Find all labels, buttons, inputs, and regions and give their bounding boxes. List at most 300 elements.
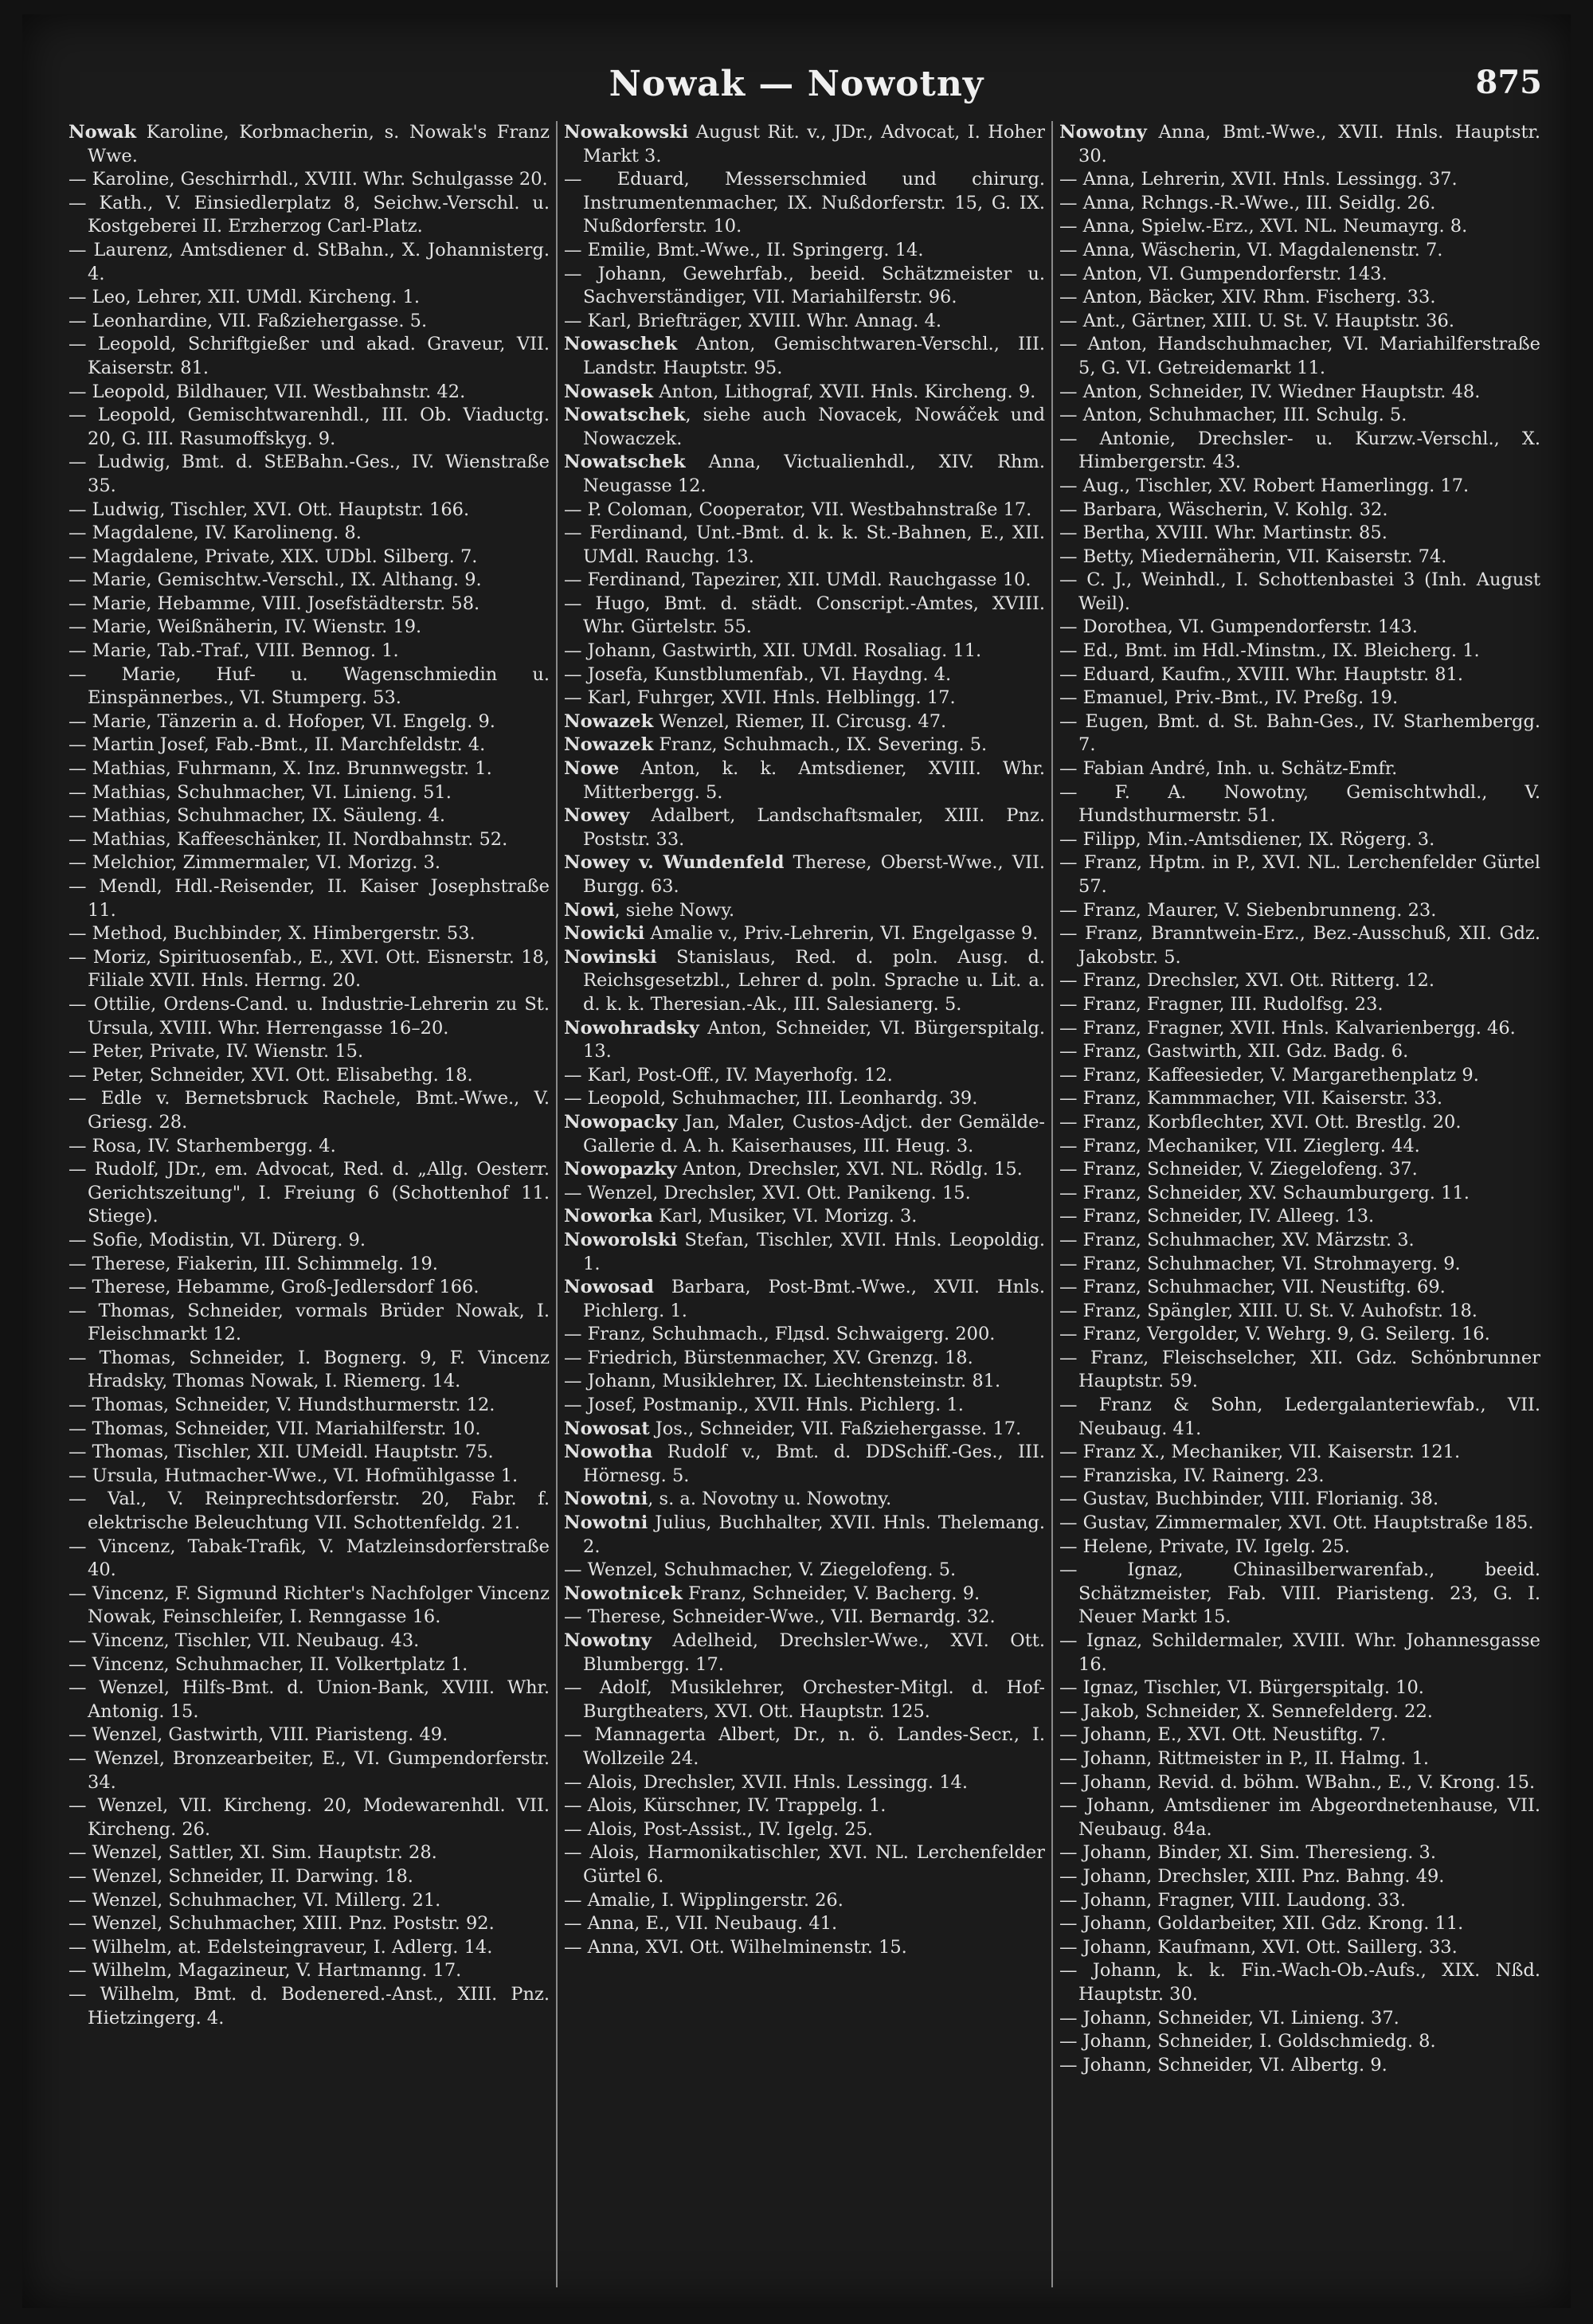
entry-text: August Rit. v., JDr., Advocat, I. Hoher Markt 3. [583,122,1045,166]
entry-text: — Mannagerta Albert, Dr., n. ö. Landes-Secr., I. Wollzeile 24. [564,1724,1045,1769]
entry-text: — Johann, k. k. Fin.-Wach-Ob.-Aufs., XIX. Nßd. Hauptstr. 30. [1059,1960,1540,2005]
directory-entry [564,239,1045,263]
entry-text: — Johann, Fragner, VIII. Laudong. 33. [1059,1889,1406,1911]
entry-text: — Thomas, Schneider, vormals Brüder Nowak, I. Fleischmarkt 12. [68,1300,550,1345]
directory-entry [564,593,1045,640]
directory-entry [68,828,550,852]
entry-surname: Nowotny [564,1630,652,1651]
directory-entry [68,451,550,498]
directory-entry [1059,1087,1540,1111]
directory-entry [68,1300,550,1347]
column-divider [1051,121,1053,2287]
entry-text: — Ignaz, Tischler, VI. Bürgerspitalg. 10. [1059,1677,1424,1699]
directory-entry [1059,1182,1540,1206]
directory-entry [1059,1300,1540,1324]
entry-text: — Franz, Gastwirth, XII. Gdz. Badg. 6. [1059,1041,1409,1062]
directory-entry [68,1676,550,1723]
directory-entry [68,710,550,734]
column-divider [556,121,558,2287]
entry-text: — Marie, Tänzerin a. d. Hofoper, VI. Engelg. 9. [68,710,495,732]
directory-entry [564,663,1045,687]
entry-text: Jan, Maler, Custos-Adjct. der Gemälde-Gallerie d. A. h. Kaiserhauses, III. Heug. 3. [583,1111,1045,1156]
directory-entry [68,239,550,286]
entry-surname: Nowey [564,805,630,827]
entry-text: — Franz, Schuhmach., Flдsd. Schwaigerg. 200. [564,1324,996,1345]
directory-entry [1059,546,1540,569]
directory-entry [68,569,550,593]
directory-entry [1059,1323,1540,1347]
entry-text: — Anna, Rchngs.-R.-Wwe., III. Seidlg. 26. [1059,192,1436,213]
entry-text: — Thomas, Schneider, VII. Mariahilferstr. 10. [68,1418,481,1439]
entry-text: Barbara, Post-Bmt.-Wwe., XVII. Hnls. Pichlerg. 1. [583,1277,1045,1321]
entry-text: — Emanuel, Priv.-Bmt., IV. Preßg. 19. [1059,687,1399,709]
directory-columns [68,121,1542,2287]
entry-text: — Johann, Schneider, I. Goldschmiedg. 8. [1059,2031,1436,2052]
directory-entry [68,546,550,569]
entry-text: — Vincenz, Tischler, VII. Neubaug. 43. [68,1630,420,1651]
entry-text: — Johann, Schneider, VI. Linieng. 37. [1059,2007,1399,2029]
directory-entry [68,1418,550,1442]
directory-entry [68,640,550,663]
directory-entry [564,1229,1045,1276]
directory-entry [68,1064,550,1088]
entry-text: — Gustav, Zimmermaler, XVI. Ott. Hauptstraße 185. [1059,1512,1534,1534]
entry-text: — Leopold, Bildhauer, VII. Westbahnstr. 42. [68,381,466,402]
directory-entry [564,121,1045,168]
directory-entry [68,1135,550,1159]
directory-entry [564,263,1045,310]
entry-text: — Wenzel, Hilfs-Bmt. d. Union-Bank, XVIII. Whr. Antonig. 15. [68,1677,550,1722]
entry-text: — Mendl, Hdl.-Reisender, II. Kaiser Josephstraße 11. [68,876,550,921]
entry-text: — Franz & Sohn, Ledergalanteriewfab., VII. Neubaug. 41. [1059,1395,1540,1439]
directory-entry [564,1676,1045,1723]
directory-entry [564,851,1045,898]
entry-surname: Nowatschek [564,405,686,426]
directory-entry [1059,404,1540,428]
directory-entry [1059,1347,1540,1394]
entry-text: — Marie, Tab.-Traf., VIII. Bennog. 1. [68,640,399,662]
directory-entry [68,616,550,640]
directory-entry [68,663,550,710]
entry-text: — Laurenz, Amtsdiener d. StBahn., X. Johannisterg. 4. [68,239,550,284]
entry-text: — Jakob, Schneider, X. Sennefelderg. 22. [1059,1700,1433,1722]
entry-text: — Vincenz, F. Sigmund Richter's Nachfolger Vincenz Nowak, Feinschleifer, I. Renngasse 16. [68,1583,550,1628]
directory-entry [68,1841,550,1865]
directory-entry [1059,616,1540,640]
entry-text: — Franz, Vergolder, V. Wehrg. 9, G. Seilerg. 16. [1059,1324,1490,1345]
directory-entry [1059,1441,1540,1465]
entry-surname: Nowotni [564,1489,648,1510]
directory-entry [564,1205,1045,1229]
directory-entry [1059,710,1540,757]
directory-entry [564,899,1045,923]
directory-entry [564,381,1045,405]
directory-entry [1059,310,1540,334]
directory-entry [564,1441,1045,1488]
directory-entry [68,1723,550,1747]
directory-entry [68,381,550,405]
entry-text: — Wenzel, Sattler, XI. Sim. Hauptstr. 28. [68,1842,437,1864]
entry-surname: Nowohradsky [564,1017,699,1039]
directory-entry [564,1488,1045,1512]
entry-surname: Nowicki [564,923,645,945]
directory-entry [1059,1865,1540,1889]
directory-entry [1059,922,1540,969]
entry-surname: Nowazek [564,734,654,756]
entry-text: — Gustav, Buchbinder, VIII. Florianig. 38. [1059,1489,1439,1510]
directory-entry [564,1418,1045,1442]
entry-text: — Franz, Branntwein-Erz., Bez.-Ausschuß, XII. Gdz. Jakobstr. 5. [1059,923,1540,968]
directory-entry [1059,215,1540,239]
entry-text: — Magdalene, Private, XIX. UDbl. Silberg. 7. [68,546,478,567]
directory-entry [1059,121,1540,168]
directory-entry [68,1536,550,1583]
entry-text: — P. Coloman, Cooperator, VII. Westbahnstraße 17. [564,499,1032,520]
entry-text: — Johann, Goldarbeiter, XII. Gdz. Krong. 11. [1059,1913,1464,1935]
directory-entry [564,1606,1045,1630]
directory-entry [1059,687,1540,710]
directory-entry [1059,993,1540,1017]
entry-text: — Leo, Lehrer, XII. UMdl. Kircheng. 1. [68,287,421,308]
directory-entry [564,1323,1045,1347]
entry-text: — Thomas, Schneider, V. Hundsthurmerstr. 12. [68,1395,495,1416]
entry-text: — Ignaz, Chinasilberwarenfab., beeid. Schätzmeister, Fab. VIII. Piaristeng. 23, G. I. Neuer Markt 15. [1059,1559,1540,1628]
directory-page [22,14,1571,2308]
directory-entry [68,781,550,805]
directory-entry [68,1983,550,2030]
entry-text: Stanislaus, Red. d. poln. Ausg. d. Reichsgesetzbl., Lehrer d. poln. Sprache u. Lit. a. d. k. k. Theresian.-Ak., III. Salesianerg. 5. [583,946,1045,1015]
directory-entry [68,922,550,946]
entry-text: — Moriz, Spirituosenfab., E., XVI. Ott. Eisnerstr. 18, Filiale XVII. Hnls. Herrng. 20. [68,946,550,992]
entry-text: — Eduard, Kaufm., XVIII. Whr. Hauptstr. 81. [1059,663,1464,685]
entry-text: — Franz, Hptm. in P., XVI. NL. Lerchenfelder Gürtel 57. [1059,852,1540,897]
entry-text: — Wenzel, Schuhmacher, V. Ziegelofeng. 5. [564,1559,957,1581]
running-header: Nowak — Nowotny [609,64,984,104]
entry-text: — Leopold, Gemischtwarenhdl., III. Ob. Viaductg. 20, G. III. Rasumoffskyg. 9. [68,405,550,449]
entry-text: — Mathias, Fuhrmann, X. Inz. Brunnwegstr. 1. [68,758,492,780]
entry-text: — Anton, Handschuhmacher, VI. Mariahilferstraße 5, G. VI. Getreidemarkt 11. [1059,334,1540,378]
entry-text: , s. a. Novotny u. Nowotny. [648,1489,892,1510]
entry-text: — Wenzel, Drechsler, XVI. Ott. Panikeng. 15. [564,1182,971,1203]
entry-text: — Edle v. Bernetsbruck Rachele, Bmt.-Wwe., V. Griesg. 28. [68,1088,550,1133]
entry-text: — Ludwig, Bmt. d. StEBahn.-Ges., IV. Wienstraße 35. [68,452,550,496]
directory-entry [1059,1229,1540,1253]
directory-entry [564,333,1045,380]
directory-entry [68,1465,550,1489]
directory-entry [564,1723,1045,1770]
entry-text: — Franz, Spängler, XIII. U. St. V. Auhofstr. 18. [1059,1300,1478,1321]
directory-entry [564,1017,1045,1064]
directory-entry [564,310,1045,334]
directory-entry [1059,192,1540,216]
entry-text: — Wenzel, VII. Kircheng. 20, Modewarenhdl. VII. Kircheng. 26. [68,1795,550,1840]
entry-text: — Franz, Mechaniker, VII. Zieglerg. 44. [1059,1135,1420,1156]
entry-text: — Anton, Schuhmacher, III. Schulg. 5. [1059,405,1407,426]
entry-text: Stefan, Tischler, XVII. Hnls. Leopoldig. 1. [583,1229,1045,1274]
entry-text: Therese, Oberst-Wwe., VII. Burgg. 63. [583,852,1045,897]
entry-text: — Wenzel, Schuhmacher, VI. Millerg. 21. [68,1889,441,1911]
directory-entry [68,1794,550,1841]
directory-entry [1059,1135,1540,1159]
entry-text: — Eduard, Messerschmied und chirurg. Instrumentenmacher, IX. Nußdorferstr. 15, G. IX. Nußdorferstr. 10. [564,169,1045,237]
directory-entry [564,1583,1045,1606]
directory-entry [1059,263,1540,287]
directory-entry [564,451,1045,498]
directory-entry [68,522,550,546]
entry-surname: Nowasek [564,381,654,402]
directory-entry [1059,522,1540,546]
directory-entry [564,1841,1045,1888]
entry-text: — Mathias, Kaffeeschänker, II. Nordbahnstr. 52. [68,828,508,850]
entry-text: — Adolf, Musiklehrer, Orchester-Mitgl. d. Hof-Burgtheaters, XVI. Ott. Hauptstr. 125. [564,1677,1045,1722]
entry-text: — Alois, Kürschner, IV. Trappelg. 1. [564,1795,887,1817]
entry-text: — Anton, VI. Gumpendorferstr. 143. [1059,263,1388,284]
entry-text: — Fabian André, Inh. u. Schätz-Emfr. [1059,758,1398,780]
directory-entry [1059,1630,1540,1676]
entry-text: — Alois, Drechsler, XVII. Hnls. Lessingg. 14. [564,1771,968,1793]
entry-text: — Karl, Briefträger, XVIII. Whr. Annag. 4. [564,310,942,331]
column-3 [1059,121,1540,2287]
entry-text: — Franz, Fleischselcher, XII. Gdz. Schönbrunner Hauptstr. 59. [1059,1347,1540,1392]
entry-text: — Peter, Private, IV. Wienstr. 15. [68,1041,364,1062]
entry-text: — Anna, Wäscherin, VI. Magdalenenstr. 7. [1059,239,1443,260]
directory-entry [1059,1465,1540,1489]
directory-entry [1059,1488,1540,1512]
directory-entry [564,1158,1045,1182]
directory-entry [1059,757,1540,781]
directory-entry [564,1276,1045,1323]
entry-surname: Nowatschek [564,452,686,473]
directory-entry [564,1818,1045,1842]
directory-entry [1059,499,1540,522]
entry-text: , siehe Nowy. [614,899,735,921]
directory-entry [564,710,1045,734]
directory-entry [564,1630,1045,1676]
directory-entry [1059,1841,1540,1865]
entry-text: — Ludwig, Tischler, XVI. Ott. Hauptstr. 166. [68,499,470,520]
entry-text: — Therese, Hebamme, Groß-Jedlersdorf 166. [68,1277,479,1298]
directory-entry [68,593,550,616]
entry-text: — Vincenz, Schuhmacher, II. Volkertplatz 1. [68,1653,468,1675]
directory-entry [1059,640,1540,663]
entry-text: — Wilhelm, Magazineur, V. Hartmanng. 17. [68,1960,462,1982]
directory-entry [1059,286,1540,310]
entry-surname: Nowazek [564,710,654,732]
entry-text: — Franz, Fragner, XVII. Hnls. Kalvarienbergg. 46. [1059,1017,1516,1039]
entry-surname: Nowak [68,122,137,143]
directory-entry [1059,1276,1540,1300]
directory-entry [68,1912,550,1936]
entry-surname: Noworolski [564,1229,678,1250]
entry-text: — Wenzel, Bronzearbeiter, E., VI. Gumpendorferstr. 34. [68,1747,550,1793]
directory-entry [1059,1559,1540,1630]
directory-entry [68,993,550,1040]
entry-text: — Hugo, Bmt. d. städt. Conscript.-Amtes, XVIII. Whr. Gürtelstr. 55. [564,593,1045,638]
entry-text: — Franz, Schneider, IV. Alleeg. 13. [1059,1206,1375,1227]
entry-surname: Nowotni [564,1512,648,1534]
entry-text: — Johann, Revid. d. böhm. WBahn., E., V. Krong. 15. [1059,1771,1536,1793]
entry-text: — Johann, Gewehrfab., beeid. Schätzmeister u. Sachverständiger, VII. Mariahilferstr. 96. [564,263,1045,308]
entry-text: — Johann, E., XVI. Ott. Neustiftg. 7. [1059,1724,1387,1746]
entry-surname: Nowopacky [564,1111,678,1133]
entry-text: Adalbert, Landschaftsmaler, XIII. Pnz. Poststr. 33. [583,805,1045,850]
entry-text: — Therese, Fiakerin, III. Schimmelg. 19. [68,1253,438,1274]
entry-text: Franz, Schneider, V. Bacherg. 9. [682,1583,980,1604]
directory-entry [1059,2054,1540,2078]
directory-entry [1059,1040,1540,1064]
entry-text: — Johann, Binder, XI. Sim. Theresieng. 3. [1059,1842,1437,1864]
entry-text: Anton, Drechsler, XVI. NL. Rödlg. 15. [676,1159,1023,1180]
entry-text: — Franz X., Mechaniker, VII. Kaiserstr. 121. [1059,1442,1461,1463]
entry-text: — Ignaz, Schildermaler, XVIII. Whr. Johannesgasse 16. [1059,1630,1540,1675]
entry-text: Anton, Lithograf, XVII. Hnls. Kircheng. 9. [653,381,1036,402]
column-1 [68,121,550,2287]
entry-text: — Ed., Bmt. im Hdl.-Minstm., IX. Bleicherg. 1. [1059,640,1480,662]
directory-entry [1059,1205,1540,1229]
entry-surname: Nowaschek [564,334,678,355]
entry-text: — Alois, Harmonikatischler, XVI. NL. Lerchenfelder Gürtel 6. [564,1842,1045,1887]
entry-text: — Friedrich, Bürstenmacher, XV. Grenzg. 18. [564,1347,973,1368]
entry-text: — Johann, Rittmeister in P., II. Halmg. 1. [1059,1747,1429,1769]
directory-entry [1059,2030,1540,2054]
entry-surname: Nowosat [564,1418,650,1439]
directory-entry [1059,828,1540,852]
directory-entry [564,1182,1045,1206]
directory-entry [68,1630,550,1653]
entry-text: — Magdalene, IV. Karolineng. 8. [68,522,362,544]
directory-entry [68,1347,550,1394]
entry-text: — Wenzel, Schuhmacher, XIII. Pnz. Poststr. 92. [68,1913,495,1935]
entry-text: Anton, k. k. Amtsdiener, XVIII. Whr. Mitterbergg. 5. [583,758,1045,803]
directory-entry [1059,1536,1540,1559]
directory-entry [1059,1889,1540,1913]
directory-entry [68,310,550,334]
directory-entry [564,687,1045,710]
entry-surname: Noworka [564,1206,653,1227]
entry-text: — Filipp, Min.-Amtsdiener, IX. Rögerg. 3. [1059,828,1435,850]
page-header [22,64,1571,112]
entry-text: — Emilie, Bmt.-Wwe., II. Springerg. 14. [564,239,924,260]
directory-entry [564,569,1045,593]
directory-entry [1059,1253,1540,1277]
entry-text: — Johann, Schneider, VI. Albertg. 9. [1059,2054,1388,2076]
entry-text: — Johann, Gastwirth, XII. UMdl. Rosaliag. 11. [564,640,982,662]
directory-entry [564,804,1045,851]
entry-text: — C. J., Weinhdl., I. Schottenbastei 3 (Inh. August Weil). [1059,569,1540,614]
directory-entry [68,121,550,168]
entry-text: Anna, Bmt.-Wwe., XVII. Hnls. Hauptstr. 30. [1078,122,1540,166]
entry-text: — Ursula, Hutmacher-Wwe., VI. Hofmühlgasse 1. [68,1465,519,1486]
directory-entry [1059,899,1540,923]
entry-text: — Anna, XVI. Ott. Wilhelminenstr. 15. [564,1936,907,1958]
directory-entry [564,1111,1045,1158]
directory-entry [564,499,1045,522]
entry-text: Wenzel, Riemer, II. Circusg. 47. [653,710,947,732]
directory-entry [564,922,1045,946]
directory-entry [68,1394,550,1418]
entry-text: — Vincenz, Tabak-Trafik, V. Matzleinsdorferstraße 40. [68,1536,550,1581]
entry-text: — Leonhardine, VII. Faßziehergasse. 5. [68,310,428,331]
entry-text: — Rudolf, JDr., em. Advocat, Red. d. „Allg. Oesterr. Gerichtszeitung", I. Freiung 6 (Schottenhof 11. Stiege). [68,1159,550,1227]
entry-surname: Nowotny [1059,122,1147,143]
directory-entry [1059,381,1540,405]
entry-text: — Marie, Gemischtw.-Verschl., IX. Althang. 9. [68,569,482,591]
entry-text: — Josefa, Kunstblumenfab., VI. Haydng. 4. [564,663,952,685]
directory-entry [1059,1158,1540,1182]
directory-entry [1059,569,1540,616]
directory-entry [68,1253,550,1277]
directory-entry [1059,1723,1540,1747]
directory-entry [68,804,550,828]
entry-surname: Nowotha [564,1442,653,1463]
directory-entry [564,1912,1045,1936]
entry-text: Amalie v., Priv.-Lehrerin, VI. Engelgasse 9. [644,923,1039,945]
entry-text: Anna, Victualienhdl., XIV. Rhm. Neugasse 12. [583,452,1045,496]
directory-entry [1059,1700,1540,1724]
entry-text: — Johann, Drechsler, XIII. Pnz. Bahng. 49. [1059,1865,1445,1887]
entry-text: — Karl, Fuhrger, XVII. Hnls. Helblingg. 17. [564,687,956,709]
directory-entry [1059,1512,1540,1536]
entry-text: — Leopold, Schriftgießer und akad. Graveur, VII. Kaiserstr. 81. [68,334,550,378]
directory-entry [1059,1959,1540,2006]
entry-text: Franz, Schuhmach., IX. Severing. 5. [653,734,988,756]
entry-text: — F. A. Nowotny, Gemischtwhdl., V. Hundsthurmerstr. 51. [1059,781,1540,827]
directory-entry [68,1747,550,1794]
directory-entry [1059,851,1540,898]
entry-text: — Franz, Schneider, V. Ziegelofeng. 37. [1059,1159,1418,1180]
entry-surname: Nowe [564,758,620,780]
entry-text: — Peter, Schneider, XVI. Ott. Elisabethg. 18. [68,1064,473,1086]
entry-surname: Nowinski [564,946,657,968]
directory-entry [1059,475,1540,499]
entry-surname: Nowotnicek [564,1583,683,1604]
directory-entry [1059,1936,1540,1960]
directory-entry [68,1583,550,1630]
entry-text: — Franz, Fragner, III. Rudolfsg. 23. [1059,993,1384,1015]
directory-entry [68,946,550,993]
directory-entry [1059,428,1540,475]
directory-entry [1059,1394,1540,1441]
directory-entry [68,499,550,522]
directory-entry [1059,1111,1540,1135]
entry-text: — Anna, Spielw.-Erz., XVI. NL. Neumayrg. 8. [1059,216,1468,237]
entry-text: Karl, Musiker, VI. Morizg. 3. [652,1206,918,1227]
directory-entry [1059,1017,1540,1041]
directory-entry [1059,663,1540,687]
entry-text: , siehe auch Novacek, Nowáček und Nowaczek. [583,405,1045,449]
entry-text: — Marie, Weißnäherin, IV. Wienstr. 19. [68,616,422,638]
directory-entry [1059,168,1540,192]
directory-entry [1059,1912,1540,1936]
entry-text: Adelheid, Drechsler-Wwe., XVI. Ott. Blumbergg. 17. [583,1630,1045,1675]
directory-entry [68,1653,550,1677]
column-2 [564,121,1045,2287]
entry-text: — Bertha, XVIII. Whr. Martinstr. 85. [1059,522,1388,544]
entry-text: — Eugen, Bmt. d. St. Bahn-Ges., IV. Starhembergg. 7. [1059,710,1540,756]
directory-entry [1059,1747,1540,1771]
entry-text: — Johann, Amtsdiener im Abgeordnetenhause, VII. Neubaug. 84a. [1059,1795,1540,1840]
entry-text: — Ferdinand, Tapezirer, XII. UMdl. Rauchgasse 10. [564,569,1031,591]
entry-text: — Dorothea, VI. Gumpendorferstr. 143. [1059,616,1418,638]
entry-text: — Franz, Schuhmacher, XV. Märzstr. 3. [1059,1229,1415,1250]
entry-text: — Betty, Miedernäherin, VII. Kaiserstr. 74. [1059,546,1447,567]
directory-entry [68,333,550,380]
entry-text: — Anton, Bäcker, XIV. Rhm. Fischerg. 33. [1059,287,1436,308]
directory-entry [68,734,550,757]
entry-text: — Wenzel, Gastwirth, VIII. Piaristeng. 49. [68,1724,448,1746]
entry-text: Anton, Schneider, VI. Bürgerspitalg. 13. [583,1017,1045,1062]
entry-text: — Thomas, Schneider, I. Bognerg. 9, F. Vincenz Hradsky, Thomas Nowak, I. Riemerg. 14. [68,1347,550,1392]
